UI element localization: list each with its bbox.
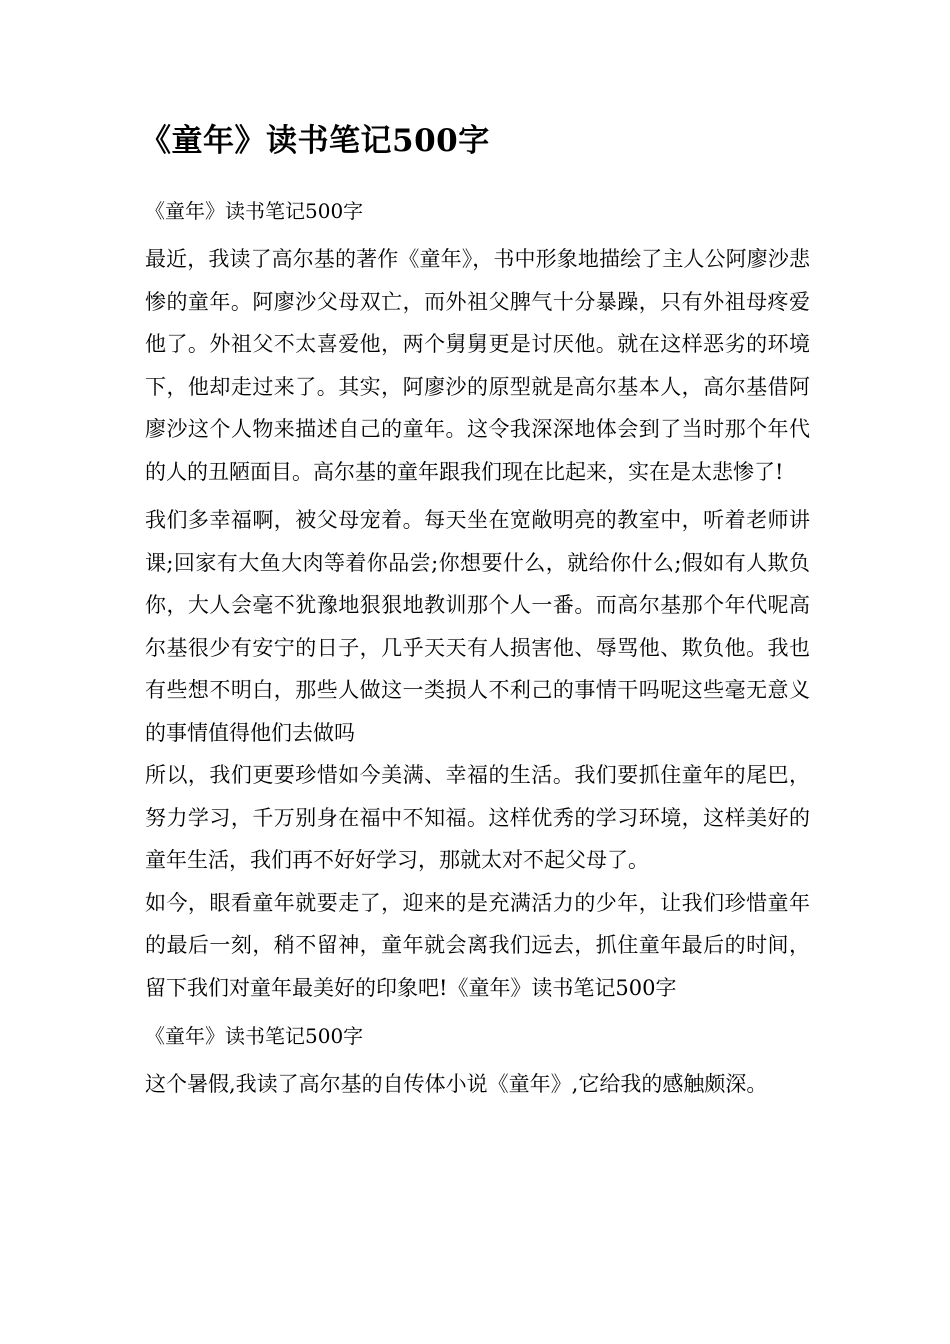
document-title: 《童年》读书笔记500字 <box>140 123 490 159</box>
document-body <box>145 190 810 1106</box>
subtitle-paragraph: 《童年》读书笔记500字 <box>145 199 364 223</box>
body-paragraph-5: 这个暑假,我读了高尔基的自传体小说《童年》,它给我的感触颇深。 <box>145 1072 768 1096</box>
body-paragraph-4: 如今，眼看童年就要走了，迎来的是充满活力的少年，让我们珍惜童年的最后一刻，稍不留神，童年就会离我们远去，抓住童年最后的时间，留下我们对童年最美好的印象吧!《童年》读书笔记500字 <box>145 890 810 1000</box>
body-paragraph-1: 最近，我读了高尔基的著作《童年》，书中形象地描绘了主人公阿廖沙悲惨的童年。阿廖沙父母双亡，而外祖父脾气十分暴躁，只有外祖母疼爱他了。外祖父不太喜爱他，两个舅舅更是讨厌他。就在这样恶劣的环境下，他却走过来了。其实，阿廖沙的原型就是高尔基本人，高尔基借阿廖沙这个人物来描述自己的童年。这令我深深地体会到了当时那个年代的人的丑陋面目。高尔基的童年跟我们现在比起来，实在是太悲惨了! <box>145 247 810 484</box>
subtitle-paragraph-2: 《童年》读书笔记500字 <box>145 1024 364 1048</box>
body-paragraph-2: 我们多幸福啊，被父母宠着。每天坐在宽敞明亮的教室中，听着老师讲课;回家有大鱼大肉等着你品尝;你想要什么，就给你什么;假如有人欺负你，大人会毫不犹豫地狠狠地教训那个人一番。而高尔基那个年代呢高尔基很少有安宁的日子，几乎天天有人损害他、辱骂他、欺负他。我也有些想不明白，那些人做这一类损人不利己的事情干吗呢这些毫无意义的事情值得他们去做吗 <box>145 508 810 745</box>
body-paragraph-3: 所以，我们更要珍惜如今美满、幸福的生活。我们要抓住童年的尾巴，努力学习，千万别身在福中不知福。这样优秀的学习环境，这样美好的童年生活，我们再不好好学习，那就太对不起父母了。 <box>145 763 810 872</box>
